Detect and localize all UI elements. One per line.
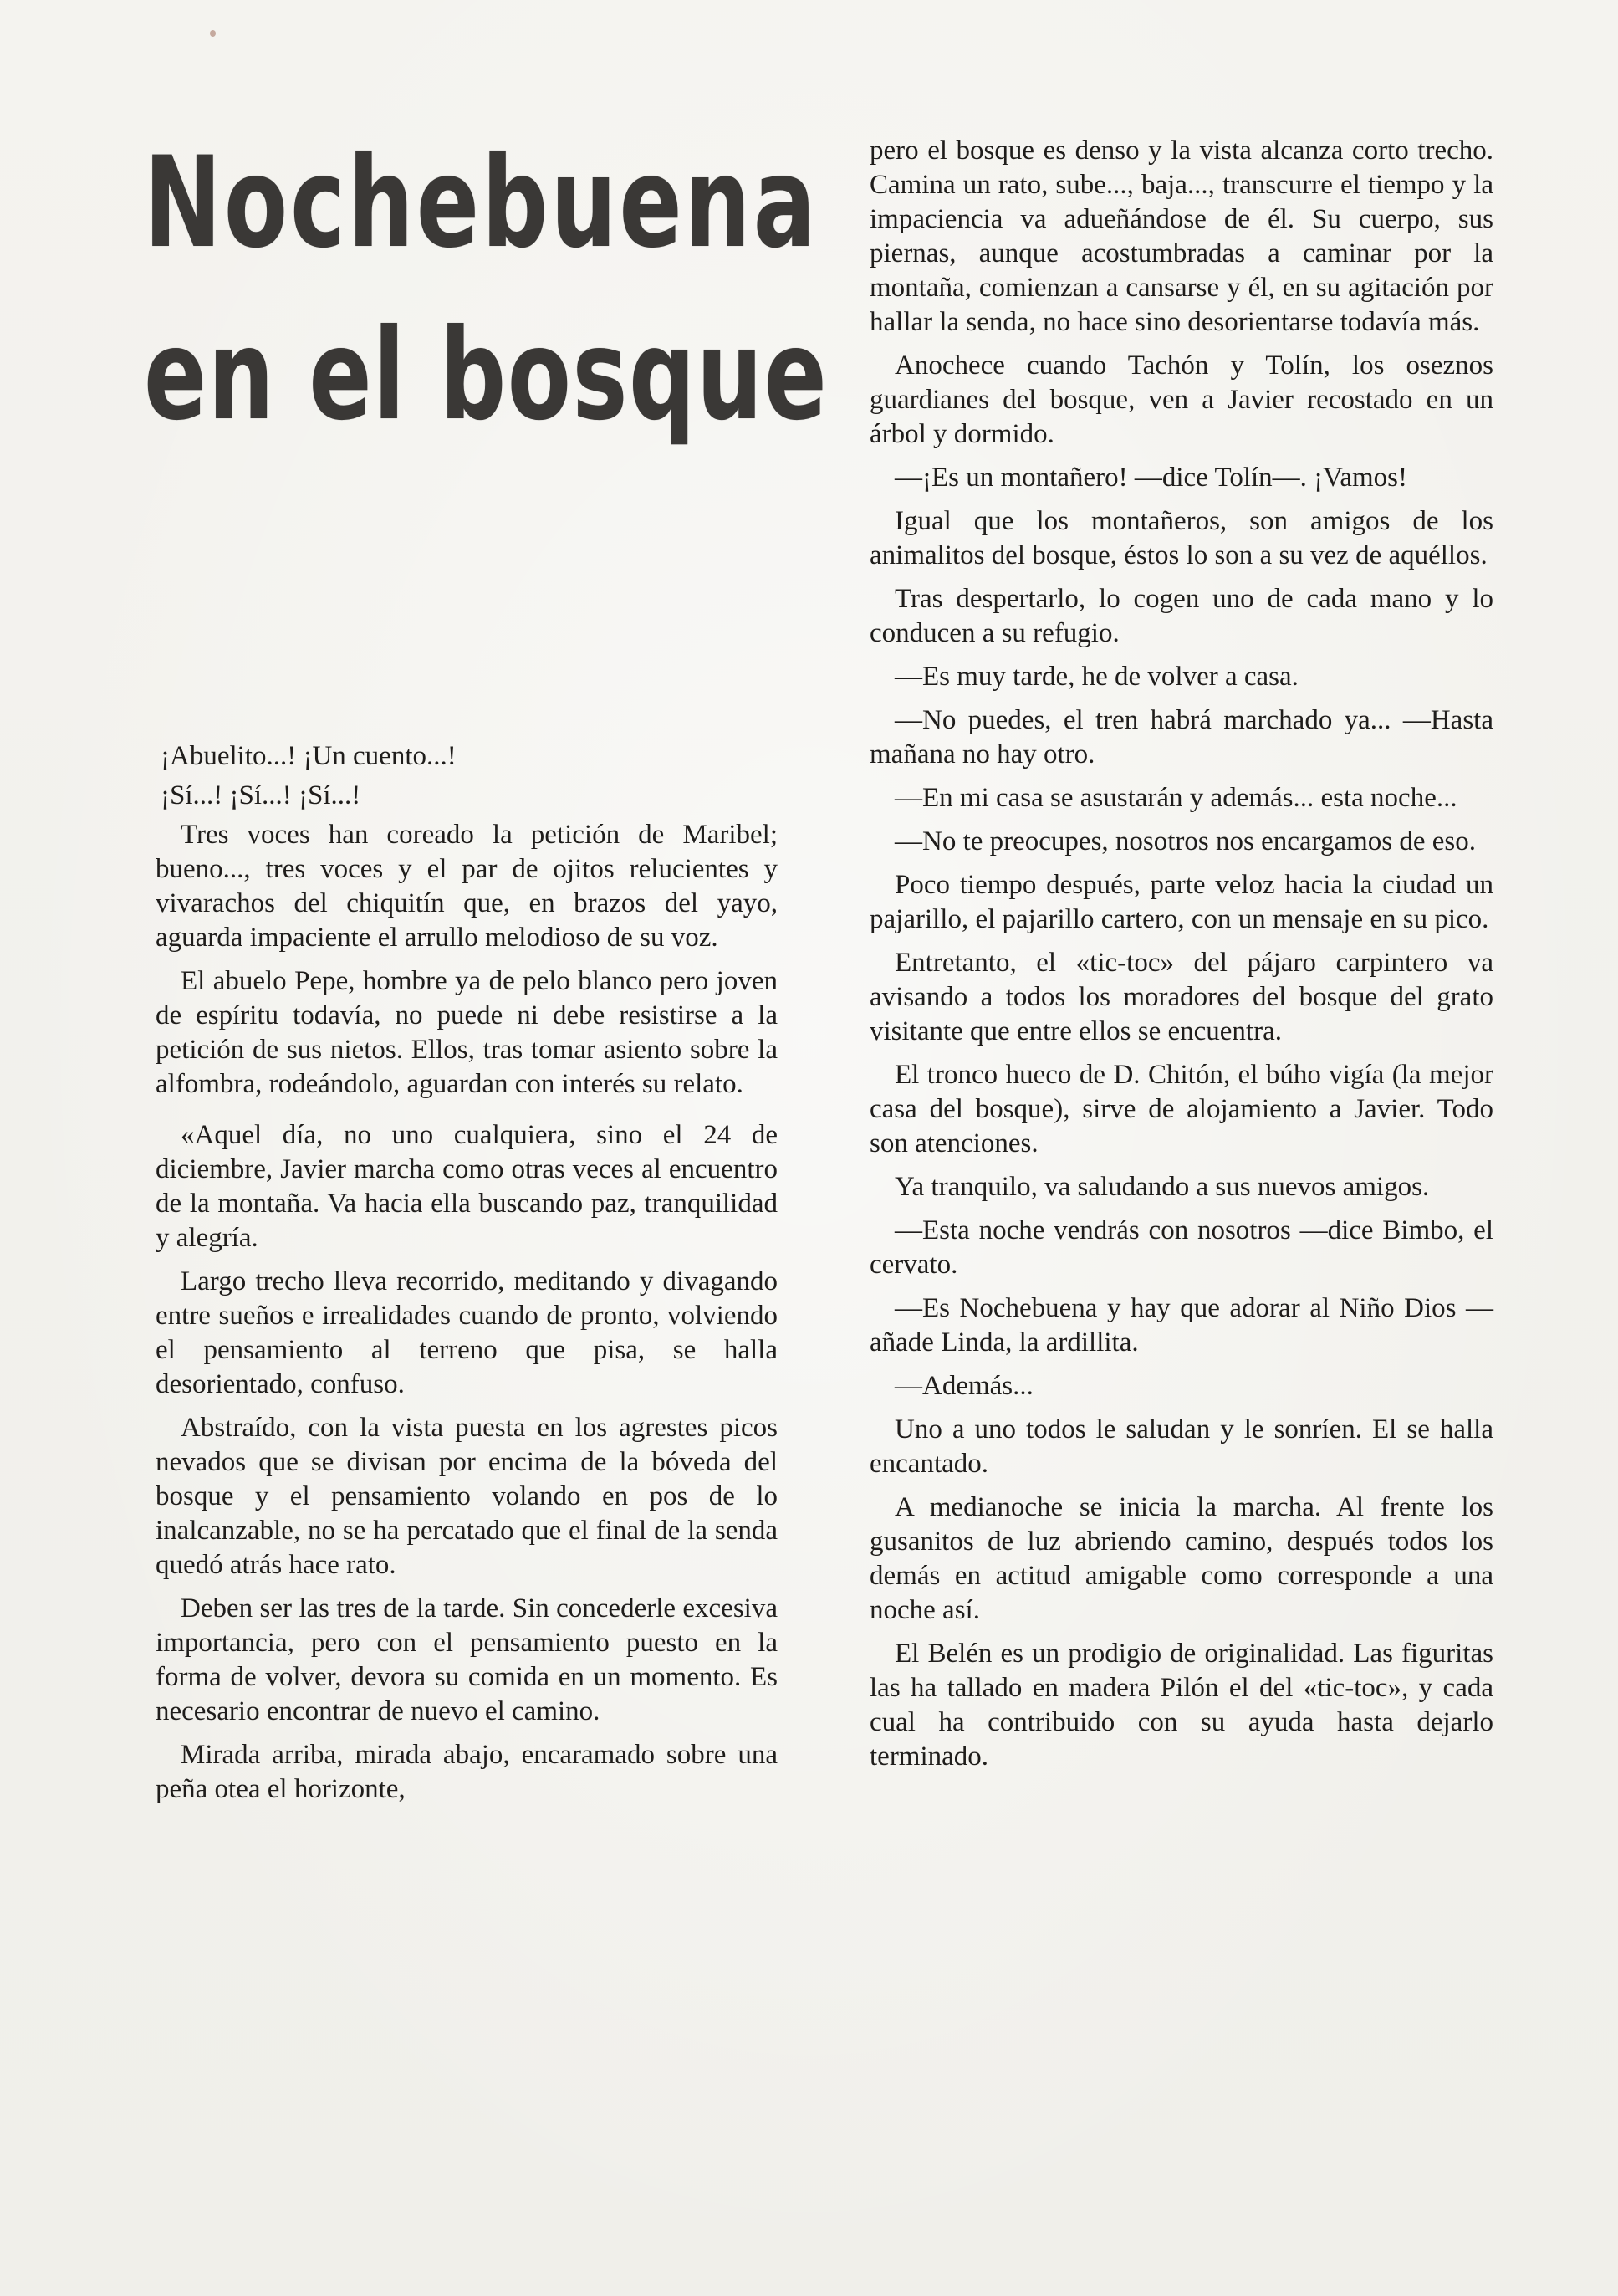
paragraph: —Es muy tarde, he de volver a casa. xyxy=(895,662,1299,692)
right-text-column xyxy=(870,134,1493,1774)
paragraph: ¡Abuelito...! ¡Un cuento...! xyxy=(161,741,457,771)
paragraph: Mirada arriba, mirada abajo, encaramado sobre una peña otea el horizonte, xyxy=(156,1740,778,1804)
paragraph: Largo trecho lleva recorrido, meditando y divagando entre sueños e irrealidades cuando de pronto, volviendo el pensamiento al terreno que pisa, se halla desorientado, confuso. xyxy=(156,1266,778,1399)
paragraph: A medianoche se inicia la marcha. Al frente los gusanitos de luz abriendo camino, después todos los demás en actitud amigable como corresponde a una noche así. xyxy=(870,1492,1493,1625)
paragraph: Tres voces han coreado la petición de Maribel; bueno..., tres voces y el par de ojitos relucientes y vivarachos del chiquitín que, en brazos del yayo, aguarda impaciente el arrullo melodioso de su voz. xyxy=(156,820,778,953)
paragraph: Ya tranquilo, va saludando a sus nuevos amigos. xyxy=(895,1172,1430,1202)
paragraph: pero el bosque es denso y la vista alcanza corto trecho. Camina un rato, sube..., baja..., transcurre el tiempo y la impaciencia va adueñándose de él. Su cuerpo, sus piernas, aunque acostumbradas a caminar por la montaña, comienzan a cansarse y él, en su agitación por hallar la senda, no hace sino desorientarse todavía más. xyxy=(870,136,1493,337)
paragraph: El Belén es un prodigio de originalidad. Las figuritas las ha tallado en madera Pilón el del «tic-toc», y cada cual ha contribuido con su ayuda hasta dejarlo terminado. xyxy=(870,1639,1493,1772)
paragraph: Poco tiempo después, parte veloz hacia la ciudad un pajarillo, el pajarillo cartero, con un mensaje en su pico. xyxy=(870,870,1493,934)
paragraph: El abuelo Pepe, hombre ya de pelo blanco pero joven de espíritu todavía, no puede ni debe resistirse a la petición de sus nietos. Ellos, tras tomar asiento sobre la alfombra, rodeándolo, aguardan con interés su relato. xyxy=(156,966,778,1099)
paragraph: El tronco hueco de D. Chitón, el búho vigía (la mejor casa del bosque), sirve de alojamiento a Javier. Todo son atenciones. xyxy=(870,1060,1493,1158)
paragraph: —Es Nochebuena y hay que adorar al Niño Dios —añade Linda, la ardillita. xyxy=(870,1293,1493,1358)
paragraph: —No puedes, el tren habrá marchado ya... —Hasta mañana no hay otro. xyxy=(870,705,1493,770)
paragraph: Anochece cuando Tachón y Tolín, los oseznos guardianes del bosque, ven a Javier recostado en un árbol y dormido. xyxy=(870,350,1493,449)
paragraph: Deben ser las tres de la tarde. Sin concederle excesiva importancia, pero con el pensamiento puesto en la forma de volver, devora su comida en un momento. Es necesario encontrar de nuevo el camino. xyxy=(156,1593,778,1726)
paragraph: —No te preocupes, nosotros nos encargamos de eso. xyxy=(895,826,1476,857)
paragraph: —En mi casa se asustarán y además... esta noche... xyxy=(895,783,1457,813)
paragraph: —Esta noche vendrás con nosotros —dice Bimbo, el cervato. xyxy=(870,1215,1493,1280)
paragraph: Uno a uno todos le saludan y le sonríen. El se halla encantado. xyxy=(870,1414,1493,1479)
paragraph: Tras despertarlo, lo cogen uno de cada mano y lo conducen a su refugio. xyxy=(870,584,1493,648)
left-text-column xyxy=(156,739,778,1807)
title-line-2: en el bosque xyxy=(144,303,829,448)
paragraph: Abstraído, con la vista puesta en los agrestes picos nevados que se divisan por encima de la bóveda del bosque y el pensamiento volando en pos de lo inalcanzable, no se ha percatado que el final de la senda quedó atrás hace rato. xyxy=(156,1413,778,1580)
article-title xyxy=(144,130,829,448)
paragraph: ¡Sí...! ¡Sí...! ¡Sí...! xyxy=(161,780,361,811)
title-line-1: Nochebuena xyxy=(144,130,819,276)
paragraph: Igual que los montañeros, son amigos de los animalitos del bosque, éstos lo son a su vez de aquéllos. xyxy=(870,506,1493,570)
paragraph: —¡Es un montañero! —dice Tolín—. ¡Vamos! xyxy=(895,463,1407,493)
print-speck xyxy=(210,30,216,37)
paragraph: Entretanto, el «tic-toc» del pájaro carpintero va avisando a todos los moradores del bosque del grato visitante que entre ellos se encuentra. xyxy=(870,948,1493,1046)
paragraph: —Además... xyxy=(895,1371,1034,1401)
paragraph: «Aquel día, no uno cualquiera, sino el 24 de diciembre, Javier marcha como otras veces al encuentro de la montaña. Va hacia ella buscando paz, tranquilidad y alegría. xyxy=(156,1120,778,1253)
